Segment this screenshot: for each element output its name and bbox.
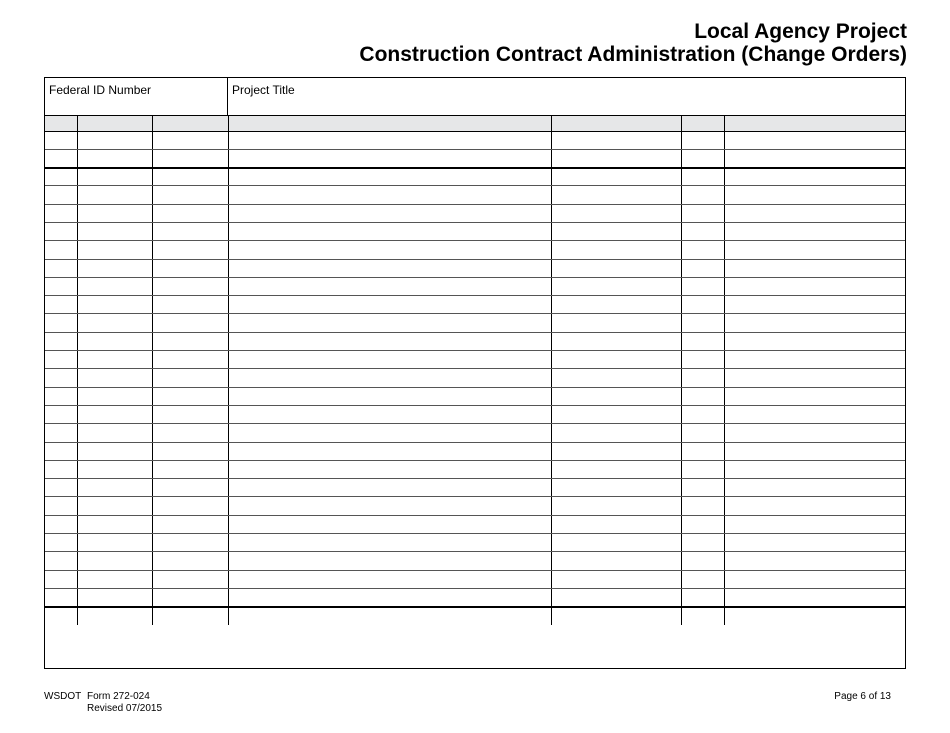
table-cell[interactable] <box>681 570 724 588</box>
table-cell[interactable] <box>681 131 724 149</box>
table-cell[interactable] <box>228 405 551 423</box>
table-row <box>45 149 905 167</box>
table-cell[interactable] <box>77 387 152 405</box>
table-cell[interactable] <box>681 442 724 460</box>
table-row <box>45 442 905 460</box>
table-header-row <box>45 116 905 131</box>
table-row <box>45 241 905 259</box>
federal-id-label: Federal ID Number <box>49 83 152 97</box>
table-cell[interactable] <box>228 607 551 625</box>
table-cell[interactable] <box>724 314 905 332</box>
table-row <box>45 204 905 222</box>
table-cell[interactable] <box>45 204 77 222</box>
table-cell[interactable] <box>152 607 228 625</box>
table-cell[interactable] <box>77 497 152 515</box>
table-cell[interactable] <box>45 460 77 478</box>
table-cell[interactable] <box>228 515 551 533</box>
table-row <box>45 259 905 277</box>
table-cell[interactable] <box>681 277 724 295</box>
table-cell[interactable] <box>551 222 681 240</box>
table-cell[interactable] <box>551 460 681 478</box>
table-cell[interactable] <box>551 387 681 405</box>
table-cell[interactable] <box>152 405 228 423</box>
table-row <box>45 186 905 204</box>
table-cell[interactable] <box>228 277 551 295</box>
table-cell[interactable] <box>77 607 152 625</box>
table-cell[interactable] <box>45 296 77 314</box>
table-cell[interactable] <box>45 149 77 167</box>
table-cell[interactable] <box>724 424 905 442</box>
table-cell[interactable] <box>724 515 905 533</box>
table-cell[interactable] <box>152 186 228 204</box>
project-title-field[interactable] <box>228 78 905 115</box>
table-cell[interactable] <box>228 442 551 460</box>
table-cell[interactable] <box>152 332 228 350</box>
table-cell[interactable] <box>724 186 905 204</box>
table-cell[interactable] <box>681 149 724 167</box>
table-cell[interactable] <box>681 351 724 369</box>
table-cell[interactable] <box>152 131 228 149</box>
table-cell[interactable] <box>228 186 551 204</box>
table-row <box>45 296 905 314</box>
table-cell[interactable] <box>152 149 228 167</box>
table-cell[interactable] <box>45 277 77 295</box>
table-cell[interactable] <box>45 222 77 240</box>
table-cell[interactable] <box>551 131 681 149</box>
table-row <box>45 168 905 186</box>
table-cell[interactable] <box>45 168 77 186</box>
table-cell[interactable] <box>551 424 681 442</box>
table-cell[interactable] <box>77 277 152 295</box>
table-cell[interactable] <box>77 570 152 588</box>
table-cell[interactable] <box>77 442 152 460</box>
table-cell[interactable] <box>724 552 905 570</box>
table-cell[interactable] <box>551 479 681 497</box>
table-cell[interactable] <box>45 552 77 570</box>
table-cell[interactable] <box>724 607 905 625</box>
table-cell[interactable] <box>152 204 228 222</box>
form-id-block <box>44 691 162 715</box>
table-cell[interactable] <box>45 442 77 460</box>
table-cell[interactable] <box>45 588 77 606</box>
table-row <box>45 424 905 442</box>
table-cell[interactable] <box>228 479 551 497</box>
table-cell[interactable] <box>724 442 905 460</box>
agency-label: WSDOT <box>44 691 82 702</box>
table-cell[interactable] <box>681 424 724 442</box>
project-info-row <box>45 78 905 116</box>
table-cell[interactable] <box>724 149 905 167</box>
table-cell[interactable] <box>681 405 724 423</box>
table-cell[interactable] <box>152 168 228 186</box>
table-cell[interactable] <box>724 131 905 149</box>
table-cell[interactable] <box>724 570 905 588</box>
table-cell[interactable] <box>551 149 681 167</box>
table-cell[interactable] <box>45 186 77 204</box>
form-frame <box>44 77 906 669</box>
table-cell[interactable] <box>77 131 152 149</box>
table-cell[interactable] <box>228 241 551 259</box>
table-cell[interactable] <box>45 424 77 442</box>
federal-id-field[interactable] <box>45 78 228 115</box>
table-cell[interactable] <box>551 534 681 552</box>
table-cell[interactable] <box>551 515 681 533</box>
table-cell[interactable] <box>724 460 905 478</box>
table-cell[interactable] <box>152 296 228 314</box>
table-cell[interactable] <box>228 534 551 552</box>
form-number: Form 272-024 <box>87 691 150 702</box>
table-row <box>45 570 905 588</box>
table-cell[interactable] <box>45 534 77 552</box>
table-cell[interactable] <box>77 534 152 552</box>
table-row <box>45 314 905 332</box>
table-cell[interactable] <box>724 534 905 552</box>
table-cell[interactable] <box>681 314 724 332</box>
table-cell[interactable] <box>724 387 905 405</box>
table-cell[interactable] <box>724 222 905 240</box>
table-cell[interactable] <box>724 259 905 277</box>
table-row <box>45 479 905 497</box>
table-cell[interactable] <box>152 442 228 460</box>
table-cell[interactable] <box>551 314 681 332</box>
table-cell[interactable] <box>77 296 152 314</box>
table-cell[interactable] <box>77 332 152 350</box>
table-cell <box>228 116 551 131</box>
table-cell[interactable] <box>551 442 681 460</box>
table-cell[interactable] <box>551 351 681 369</box>
table-cell[interactable] <box>228 460 551 478</box>
table-cell[interactable] <box>681 515 724 533</box>
table-cell[interactable] <box>152 241 228 259</box>
table-cell[interactable] <box>228 204 551 222</box>
table-cell[interactable] <box>228 387 551 405</box>
table-row <box>45 588 905 606</box>
table-cell[interactable] <box>152 259 228 277</box>
table-cell[interactable] <box>681 497 724 515</box>
table-cell[interactable] <box>681 552 724 570</box>
table-cell[interactable] <box>551 296 681 314</box>
table-cell[interactable] <box>45 570 77 588</box>
table-cell[interactable] <box>551 204 681 222</box>
table-cell[interactable] <box>228 369 551 387</box>
table-cell[interactable] <box>77 204 152 222</box>
table-cell[interactable] <box>551 259 681 277</box>
table-cell[interactable] <box>228 168 551 186</box>
table-cell[interactable] <box>152 534 228 552</box>
table-cell[interactable] <box>77 168 152 186</box>
table-cell[interactable] <box>551 607 681 625</box>
table-cell[interactable] <box>681 204 724 222</box>
table-cell[interactable] <box>681 607 724 625</box>
table-cell[interactable] <box>724 332 905 350</box>
table-cell <box>45 116 77 131</box>
project-title-label: Project Title <box>232 83 295 97</box>
table-cell[interactable] <box>77 405 152 423</box>
table-cell[interactable] <box>152 479 228 497</box>
table-cell[interactable] <box>681 479 724 497</box>
table-cell[interactable] <box>228 296 551 314</box>
change-order-grid <box>45 116 905 625</box>
table-cell[interactable] <box>152 588 228 606</box>
table-cell[interactable] <box>152 460 228 478</box>
table-cell[interactable] <box>681 332 724 350</box>
table-row <box>45 534 905 552</box>
table-cell[interactable] <box>228 131 551 149</box>
table-cell <box>724 116 905 131</box>
table-cell[interactable] <box>152 387 228 405</box>
table-cell[interactable] <box>228 552 551 570</box>
table-cell[interactable] <box>152 497 228 515</box>
table-cell[interactable] <box>77 552 152 570</box>
table-cell[interactable] <box>228 259 551 277</box>
table-row <box>45 515 905 533</box>
table-cell[interactable] <box>551 241 681 259</box>
table-cell[interactable] <box>152 222 228 240</box>
table-cell[interactable] <box>681 222 724 240</box>
table-cell[interactable] <box>681 296 724 314</box>
table-cell[interactable] <box>551 369 681 387</box>
table-cell[interactable] <box>551 405 681 423</box>
table-cell[interactable] <box>551 588 681 606</box>
table-cell[interactable] <box>45 405 77 423</box>
title-line-1: Local Agency Project <box>694 20 907 43</box>
table-row <box>45 460 905 478</box>
table-cell[interactable] <box>45 131 77 149</box>
table-cell[interactable] <box>45 332 77 350</box>
table-row <box>45 405 905 423</box>
table-cell[interactable] <box>152 570 228 588</box>
table-cell[interactable] <box>551 570 681 588</box>
table-cell[interactable] <box>551 332 681 350</box>
table-cell[interactable] <box>724 351 905 369</box>
page-number: Page 6 of 13 <box>834 691 891 702</box>
table-cell[interactable] <box>551 168 681 186</box>
table-cell[interactable] <box>228 588 551 606</box>
table-cell[interactable] <box>551 552 681 570</box>
table-cell[interactable] <box>77 259 152 277</box>
revision-date: Revised 07/2015 <box>87 703 163 714</box>
table-cell[interactable] <box>77 314 152 332</box>
table-cell[interactable] <box>681 588 724 606</box>
table-cell[interactable] <box>77 479 152 497</box>
table-cell[interactable] <box>681 369 724 387</box>
table-cell[interactable] <box>681 168 724 186</box>
table-cell[interactable] <box>45 259 77 277</box>
title-line-2: Construction Contract Administration (Change Orders) <box>359 43 907 66</box>
table-row <box>45 552 905 570</box>
table-cell[interactable] <box>45 479 77 497</box>
table-cell[interactable] <box>724 296 905 314</box>
table-cell[interactable] <box>681 259 724 277</box>
table-cell[interactable] <box>724 497 905 515</box>
table-cell[interactable] <box>152 277 228 295</box>
table-cell[interactable] <box>228 570 551 588</box>
table-cell[interactable] <box>228 314 551 332</box>
table-cell[interactable] <box>77 369 152 387</box>
table-row <box>45 351 905 369</box>
table-cell <box>681 116 724 131</box>
table-cell[interactable] <box>551 277 681 295</box>
table-cell[interactable] <box>45 497 77 515</box>
table-cell[interactable] <box>724 204 905 222</box>
table-cell[interactable] <box>45 607 77 625</box>
table-row <box>45 277 905 295</box>
table-cell[interactable] <box>45 351 77 369</box>
table-row <box>45 497 905 515</box>
table-cell[interactable] <box>724 369 905 387</box>
table-cell[interactable] <box>77 351 152 369</box>
table-cell <box>152 116 228 131</box>
table-cell[interactable] <box>228 351 551 369</box>
table-cell <box>551 116 681 131</box>
table-cell[interactable] <box>77 515 152 533</box>
table-cell[interactable] <box>681 460 724 478</box>
table-cell[interactable] <box>681 241 724 259</box>
table-row <box>45 369 905 387</box>
table-cell[interactable] <box>228 424 551 442</box>
table-row <box>45 387 905 405</box>
table-cell[interactable] <box>724 405 905 423</box>
table-cell[interactable] <box>152 515 228 533</box>
table-cell[interactable] <box>724 277 905 295</box>
table-cell[interactable] <box>45 241 77 259</box>
table-cell[interactable] <box>45 515 77 533</box>
table-cell[interactable] <box>77 588 152 606</box>
change-order-table <box>45 116 905 625</box>
table-cell[interactable] <box>45 387 77 405</box>
table-row <box>45 222 905 240</box>
table-cell[interactable] <box>551 186 681 204</box>
table-cell[interactable] <box>77 460 152 478</box>
table-cell[interactable] <box>681 387 724 405</box>
table-cell[interactable] <box>724 241 905 259</box>
table-cell[interactable] <box>681 186 724 204</box>
table-cell[interactable] <box>152 351 228 369</box>
table-cell[interactable] <box>228 332 551 350</box>
table-cell[interactable] <box>724 168 905 186</box>
table-row <box>45 332 905 350</box>
table-cell[interactable] <box>228 497 551 515</box>
table-cell[interactable] <box>228 149 551 167</box>
table-cell[interactable] <box>724 588 905 606</box>
table-cell[interactable] <box>551 497 681 515</box>
form-title <box>359 20 907 66</box>
table-cell[interactable] <box>77 241 152 259</box>
table-cell[interactable] <box>724 479 905 497</box>
table-row <box>45 131 905 149</box>
table-cell <box>77 116 152 131</box>
table-cell[interactable] <box>77 222 152 240</box>
table-row <box>45 607 905 625</box>
table-cell[interactable] <box>681 534 724 552</box>
table-cell[interactable] <box>45 314 77 332</box>
table-cell[interactable] <box>152 424 228 442</box>
table-cell[interactable] <box>228 222 551 240</box>
table-cell[interactable] <box>45 369 77 387</box>
table-cell[interactable] <box>77 186 152 204</box>
table-cell[interactable] <box>77 424 152 442</box>
table-cell[interactable] <box>152 314 228 332</box>
table-cell[interactable] <box>152 552 228 570</box>
table-cell[interactable] <box>77 149 152 167</box>
table-cell[interactable] <box>152 369 228 387</box>
